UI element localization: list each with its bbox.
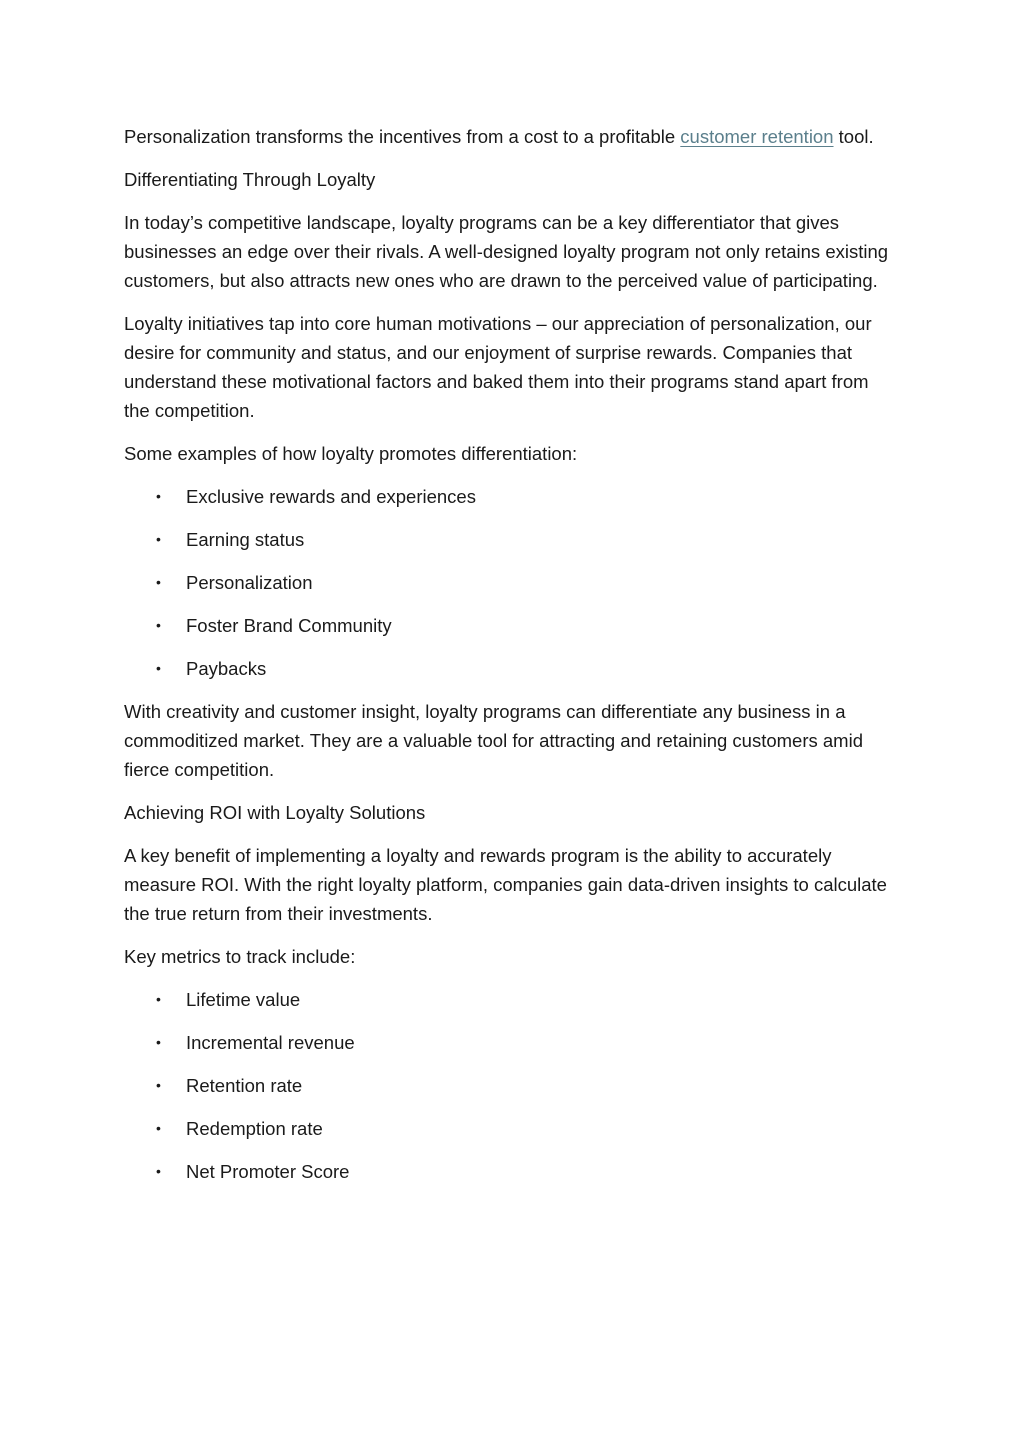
list-item xyxy=(124,654,899,683)
list-item xyxy=(124,1157,899,1186)
intro-paragraph xyxy=(124,122,899,151)
intro-text-end: tool. xyxy=(833,126,874,147)
section-heading-roi: Achieving ROI with Loyalty Solutions xyxy=(124,802,426,823)
paragraph-competitive-landscape: In today’s competitive landscape, loyalty programs can be a key differentiator that gives businesses an edge over their rivals. A well-designed loyalty program not only retains existing customers, but also attracts new ones who are drawn to the perceived value of participating. xyxy=(124,212,889,291)
bullet-icon: • xyxy=(156,531,161,547)
list-item xyxy=(124,568,899,597)
list-intro-differentiation: Some examples of how loyalty promotes differentiation: xyxy=(124,443,578,464)
list-item-text: Net Promoter Score xyxy=(186,1161,350,1182)
bullet-icon: • xyxy=(156,617,161,633)
intro-text: Personalization transforms the incentives from a cost to a profitable xyxy=(124,126,681,147)
list-item xyxy=(124,1114,899,1143)
list-item xyxy=(124,985,899,1014)
bullet-icon: • xyxy=(156,991,161,1007)
list-item-text: Lifetime value xyxy=(186,989,301,1010)
section-heading-differentiating: Differentiating Through Loyalty xyxy=(124,169,376,190)
bullet-icon: • xyxy=(156,1163,161,1179)
list-item-text: Paybacks xyxy=(186,658,267,679)
list-item-text: Retention rate xyxy=(186,1075,303,1096)
bullet-icon: • xyxy=(156,488,161,504)
bullet-icon: • xyxy=(156,574,161,590)
list-intro-metrics: Key metrics to track include: xyxy=(124,946,356,967)
list-item xyxy=(124,611,899,640)
list-item xyxy=(124,525,899,554)
list-item-text: Exclusive rewards and experiences xyxy=(186,486,476,507)
differentiation-list xyxy=(124,482,899,683)
document-page xyxy=(124,122,899,1200)
list-item-text: Earning status xyxy=(186,529,305,550)
bullet-icon: • xyxy=(156,660,161,676)
bullet-icon: • xyxy=(156,1120,161,1136)
list-item xyxy=(124,482,899,511)
bullet-icon: • xyxy=(156,1034,161,1050)
bullet-icon: • xyxy=(156,1077,161,1093)
list-item-text: Personalization xyxy=(186,572,313,593)
list-item xyxy=(124,1071,899,1100)
list-item xyxy=(124,1028,899,1057)
list-item-text: Foster Brand Community xyxy=(186,615,392,636)
paragraph-motivations: Loyalty initiatives tap into core human motivations – our appreciation of personalization, our desire for community and status, and our enjoyment of surprise rewards. Companies that understand these motivational factors and baked them into their programs stand apart from the competition. xyxy=(124,313,872,421)
list-item-text: Incremental revenue xyxy=(186,1032,355,1053)
list-item-text: Redemption rate xyxy=(186,1118,323,1139)
metrics-list xyxy=(124,985,899,1186)
paragraph-roi: A key benefit of implementing a loyalty and rewards program is the ability to accurately measure ROI. With the right loyalty platform, companies gain data-driven insights to calculate the true return from their investments. xyxy=(124,845,887,924)
customer-retention-link[interactable]: customer retention xyxy=(680,126,834,147)
paragraph-closing-differentiation: With creativity and customer insight, loyalty programs can differentiate any business in a commoditized market. They are a valuable tool for attracting and retaining customers amid fierce competition. xyxy=(124,701,863,780)
